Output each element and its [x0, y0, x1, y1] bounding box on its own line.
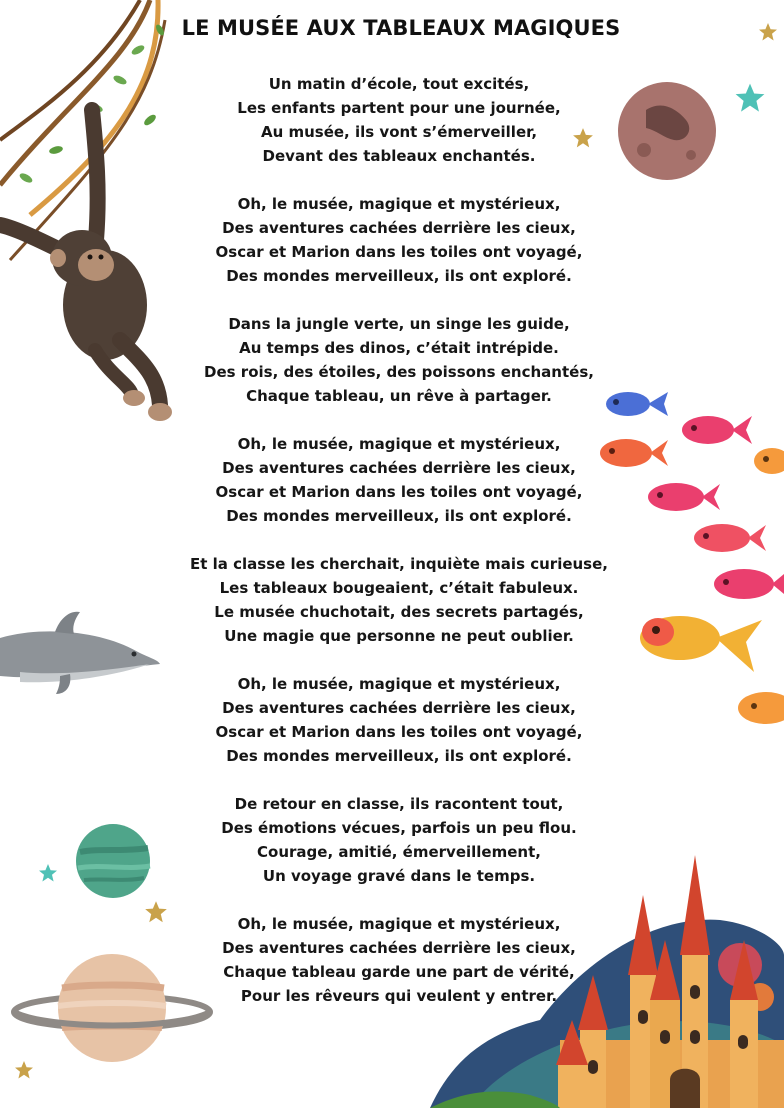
star-icon [38, 863, 58, 883]
poem-line: Des mondes merveilleux, ils ont exploré. [226, 267, 572, 285]
poem-line: Dans la jungle verte, un singe les guide, [228, 315, 570, 333]
star-icon [144, 900, 168, 924]
poem-line: Chaque tableau, un rêve à partager. [246, 387, 552, 405]
star-icon [572, 127, 594, 149]
page-title: LE MUSÉE AUX TABLEAUX MAGIQUES [181, 16, 621, 40]
poem-line: Devant des tableaux enchantés. [262, 147, 536, 165]
poem-line: Les enfants partent pour une journée, [237, 99, 561, 117]
castle-icon [430, 815, 784, 1108]
poem-line: Des mondes merveilleux, ils ont exploré. [226, 507, 572, 525]
fish-icon [600, 439, 668, 467]
poem-line: Un matin d’école, tout excités, [268, 75, 530, 93]
poem-line: Des aventures cachées derrière les cieux, [222, 939, 576, 957]
poem-line: Oh, le musée, magique et mystérieux, [237, 195, 561, 213]
fish-icon [738, 692, 784, 724]
poem-line: Un voyage gravé dans le temps. [262, 867, 536, 885]
poem-line: De retour en classe, ils racontent tout, [234, 795, 564, 813]
poem-line: Et la classe les cherchait, inquiète mais curieuse, [190, 555, 608, 573]
poem-line: Au temps des dinos, c’était intrépide. [239, 339, 559, 357]
poem-line: Pour les rêveurs qui veulent y entrer. [240, 987, 558, 1005]
poem-line: Les tableaux bougeaient, c’était fabuleux. [219, 579, 579, 597]
fish-icon [694, 524, 766, 552]
poem-line: Des aventures cachées derrière les cieux, [222, 459, 576, 477]
poem-line: Oscar et Marion dans les toiles ont voyagé, [215, 243, 583, 261]
monkey-on-vine-icon [0, 0, 180, 430]
poem-line: Oscar et Marion dans les toiles ont voyagé, [215, 723, 583, 741]
poem-line: Courage, amitié, émerveillement, [257, 843, 541, 861]
fish-icon [606, 392, 668, 416]
poem-line: Des mondes merveilleux, ils ont exploré. [226, 747, 572, 765]
fish-school-icon [596, 380, 784, 730]
dolphin-icon [0, 608, 162, 694]
poem-line: Des émotions vécues, parfois un peu flou. [221, 819, 577, 837]
poem-line: Le musée chuchotait, des secrets partagés, [214, 603, 584, 621]
poem-line: Des aventures cachées derrière les cieux, [222, 219, 576, 237]
fish-icon [754, 448, 784, 474]
fish-icon [714, 569, 784, 599]
poem-line: Des aventures cachées derrière les cieux, [222, 699, 576, 717]
ringed-planet-icon [8, 952, 216, 1068]
poem-line: Au musée, ils vont s’émerveiller, [260, 123, 538, 141]
poem-line: Oh, le musée, magique et mystérieux, [237, 435, 561, 453]
fish-icon [648, 483, 720, 511]
star-icon [734, 82, 766, 114]
poem-line: Oh, le musée, magique et mystérieux, [237, 675, 561, 693]
star-icon [758, 22, 778, 42]
fish-icon [682, 416, 752, 444]
poem-line: Des rois, des étoiles, des poissons enchantés, [204, 363, 594, 381]
poem-line: Chaque tableau garde une part de vérité, [223, 963, 575, 981]
fish-icon [640, 616, 762, 672]
poem-line: Oscar et Marion dans les toiles ont voyagé, [215, 483, 583, 501]
poem-line: Une magie que personne ne peut oublier. [224, 627, 574, 645]
red-planet-icon [616, 80, 718, 182]
green-planet-icon [74, 822, 152, 900]
poem-line: Oh, le musée, magique et mystérieux, [237, 915, 561, 933]
